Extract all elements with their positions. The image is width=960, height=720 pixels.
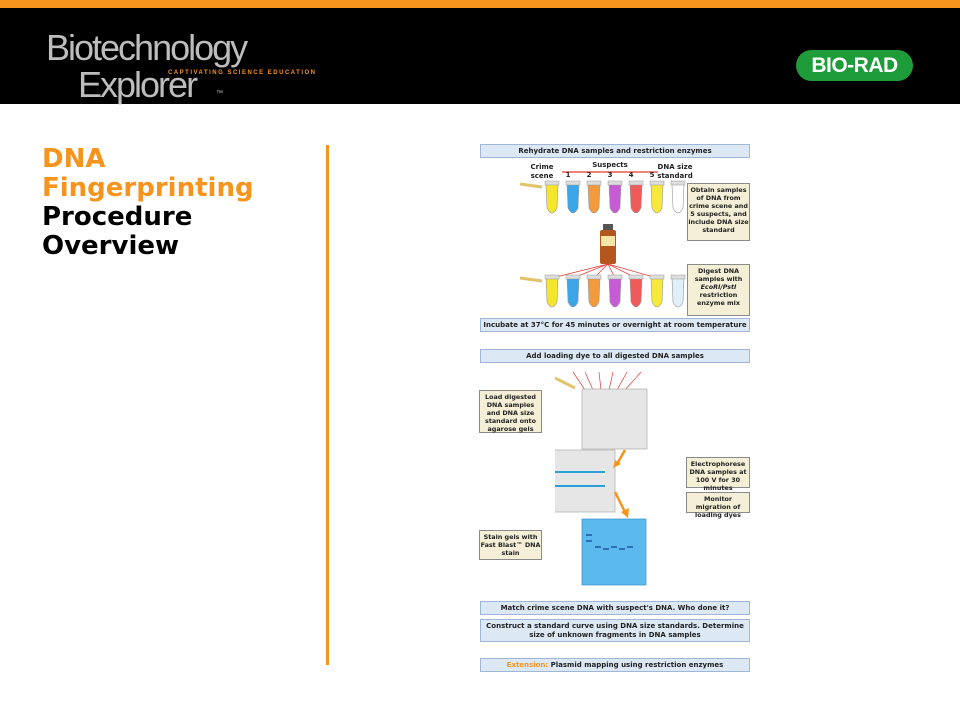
brand-line-2: Explorer (78, 64, 197, 105)
tube-row-1 (520, 181, 685, 213)
slide-title (42, 145, 254, 261)
enzyme-bottle (600, 224, 616, 264)
header-banner (0, 8, 960, 104)
vertical-divider (326, 145, 329, 665)
bio-rad-logo: BIO-RAD (796, 50, 913, 81)
title-line-1: DNA (42, 144, 106, 174)
digest-text-a: Digest DNA samples with (694, 267, 743, 283)
tube-row-2 (520, 275, 685, 307)
title-line-2: Fingerprinting (42, 173, 254, 203)
step-extension (480, 658, 750, 672)
step-loading-dye: Add loading dye to all digested DNA samples (480, 349, 750, 363)
box-monitor-dyes: Monitor migration of loading dyes (686, 492, 750, 513)
title-line-4: Overview (42, 231, 180, 261)
extension-label: Extension: (506, 661, 549, 669)
label-suspects: Suspects (592, 161, 628, 169)
brand-trademark: ™ (216, 90, 223, 97)
brand-line-1: Biotechnology (46, 27, 247, 68)
title-line-3: Procedure (42, 202, 193, 232)
box-load-gels: Load digested DNA samples and DNA size standard onto agarose gels (479, 390, 542, 433)
tubes-illustration (512, 178, 692, 328)
top-accent-bar (0, 0, 960, 8)
box-obtain-samples: Obtain samples of DNA from crime scene and 5 suspects, and include DNA size standard (687, 183, 750, 241)
box-electrophorese: Electrophorese DNA samples at 100 V for 30 minutes (686, 457, 750, 488)
step-match: Match crime scene DNA with suspect's DNA. Who done it? (480, 601, 750, 615)
suspect-num-2: 2 (586, 171, 592, 179)
digest-text-b: restriction enzyme mix (697, 291, 740, 307)
step-incubate: Incubate at 37°C for 45 minutes or overnight at room temperature (480, 318, 750, 332)
extension-text: Plasmid mapping using restriction enzymes (550, 661, 724, 669)
step-construct-curve: Construct a standard curve using DNA size standards. Determine size of unknown fragments in DNA samples (480, 619, 750, 642)
gel-illustration (555, 364, 660, 604)
digest-enzyme: EcoRI/PstI (700, 283, 737, 291)
step-rehydrate: Rehydrate DNA samples and restriction enzymes (480, 144, 750, 158)
brand-tagline: CAPTIVATING SCIENCE EDUCATION (168, 70, 317, 76)
suspect-num-4: 4 (628, 171, 634, 179)
box-digest (687, 264, 750, 316)
label-dna-size-standard: DNA size standard (657, 163, 693, 180)
suspect-num-5: 5 (649, 171, 655, 179)
suspect-num-1: 1 (565, 171, 571, 179)
label-crime-scene: Crime scene (530, 163, 554, 180)
suspect-num-3: 3 (607, 171, 613, 179)
box-stain-gels: Stain gels with Fast Blast™ DNA stain (479, 530, 542, 560)
